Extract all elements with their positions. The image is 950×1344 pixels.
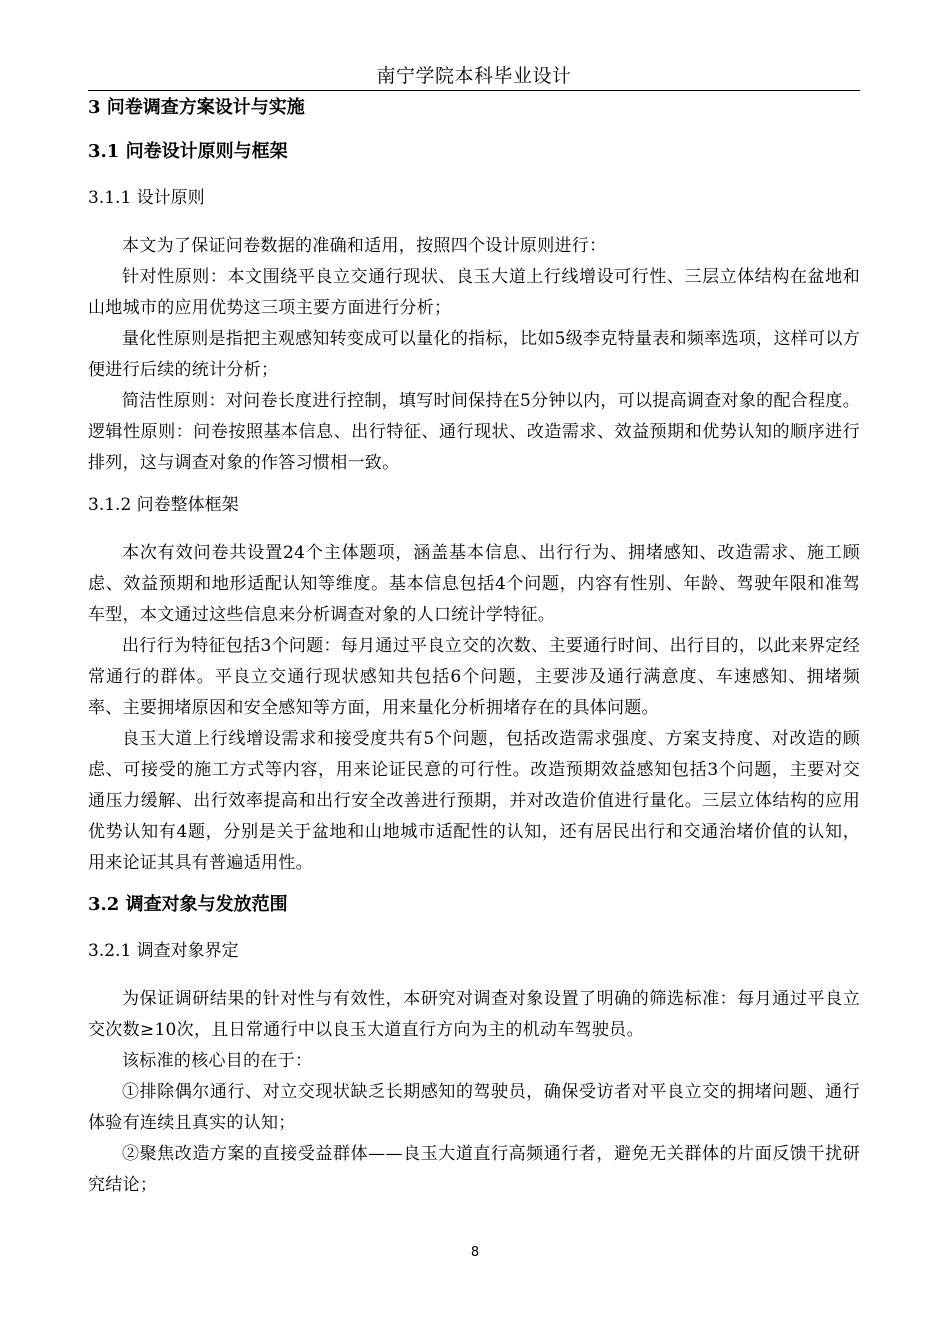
paragraph: 本文为了保证问卷数据的准确和适用，按照四个设计原则进行：: [122, 236, 607, 256]
paragraph: 本次有效问卷共设置24个主体题项，涵盖基本信息、出行行为、拥堵感知、改造需求、施工顾虑、效益预期和地形适配认知等维度。基本信息包括4个问题，内容有性别、年龄、驾驶年限和准驾车型，本文通过这些信息来分析调查对象的人口统计学特征。: [88, 543, 860, 625]
page-header: 南宁学院本科毕业设计: [376, 65, 572, 87]
paragraph: 简洁性原则：对问卷长度进行控制，填写时间保持在5分钟以内，可以提高调查对象的配合程度。逻辑性原则：问卷按照基本信息、出行特征、通行现状、改造需求、效益预期和优势认知的顺序进行排列，这与调查对象的作答习惯相一致。: [88, 391, 860, 473]
paragraph: 针对性原则：本文围绕平良立交通行现状、良玉大道上行线增设可行性、三层立体结构在盆地和山地城市的应用优势这三项主要方面进行分析；: [88, 267, 860, 318]
section-heading-3-2: 3.2 调查对象与发放范围: [88, 894, 288, 915]
section-heading-3-1-1: 3.1.1 设计原则: [88, 188, 205, 208]
paragraph: ①排除偶尔通行、对立交现状缺乏长期感知的驾驶员，确保受访者对平良立交的拥堵问题、通行体验有连续且真实的认知；: [88, 1082, 860, 1133]
paragraph: 为保证调研结果的针对性与有效性，本研究对调查对象设置了明确的筛选标准：每月通过平良立交次数≥10次，且日常通行中以良玉大道直行方向为主的机动车驾驶员。: [88, 989, 860, 1040]
paragraph: 量化性原则是指把主观感知转变成可以量化的指标，比如5级李克特量表和频率选项，这样可以方便进行后续的统计分析；: [88, 329, 860, 380]
paragraph: 出行行为特征包括3个问题：每月通过平良立交的次数、主要通行时间、出行目的，以此来界定经常通行的群体。平良立交通行现状感知共包括6个问题，主要涉及通行满意度、车速感知、拥堵频率、主要拥堵原因和安全感知等方面，用来量化分析拥堵存在的具体问题。: [88, 636, 860, 718]
paragraph: ②聚焦改造方案的直接受益群体——良玉大道直行高频通行者，避免无关群体的片面反馈干扰研究结论；: [88, 1144, 860, 1195]
section-heading-3: 3 问卷调查方案设计与实施: [88, 97, 305, 118]
paragraph: 良玉大道上行线增设需求和接受度共有5个问题，包括改造需求强度、方案支持度、对改造的顾虑、可接受的施工方式等内容，用来论证民意的可行性。改造预期效益感知包括3个问题，主要对交通压力缓解、出行效率提高和出行安全改善进行预期，并对改造价值进行量化。三层立体结构的应用优势认知有4题，分别是关于盆地和山地城市适配性的认知，还有居民出行和交通治堵价值的认知，用来论证其具有普遍适用性。: [88, 729, 860, 873]
section-heading-3-1-2: 3.1.2 问卷整体框架: [88, 495, 239, 515]
paragraph: 该标准的核心目的在于：: [122, 1051, 313, 1071]
header-divider: [88, 90, 860, 91]
section-heading-3-1: 3.1 问卷设计原则与框架: [88, 141, 288, 162]
section-heading-3-2-1: 3.2.1 调查对象界定: [88, 941, 239, 961]
page-number: 8: [470, 1245, 480, 1260]
document-body: [88, 94, 860, 1201]
